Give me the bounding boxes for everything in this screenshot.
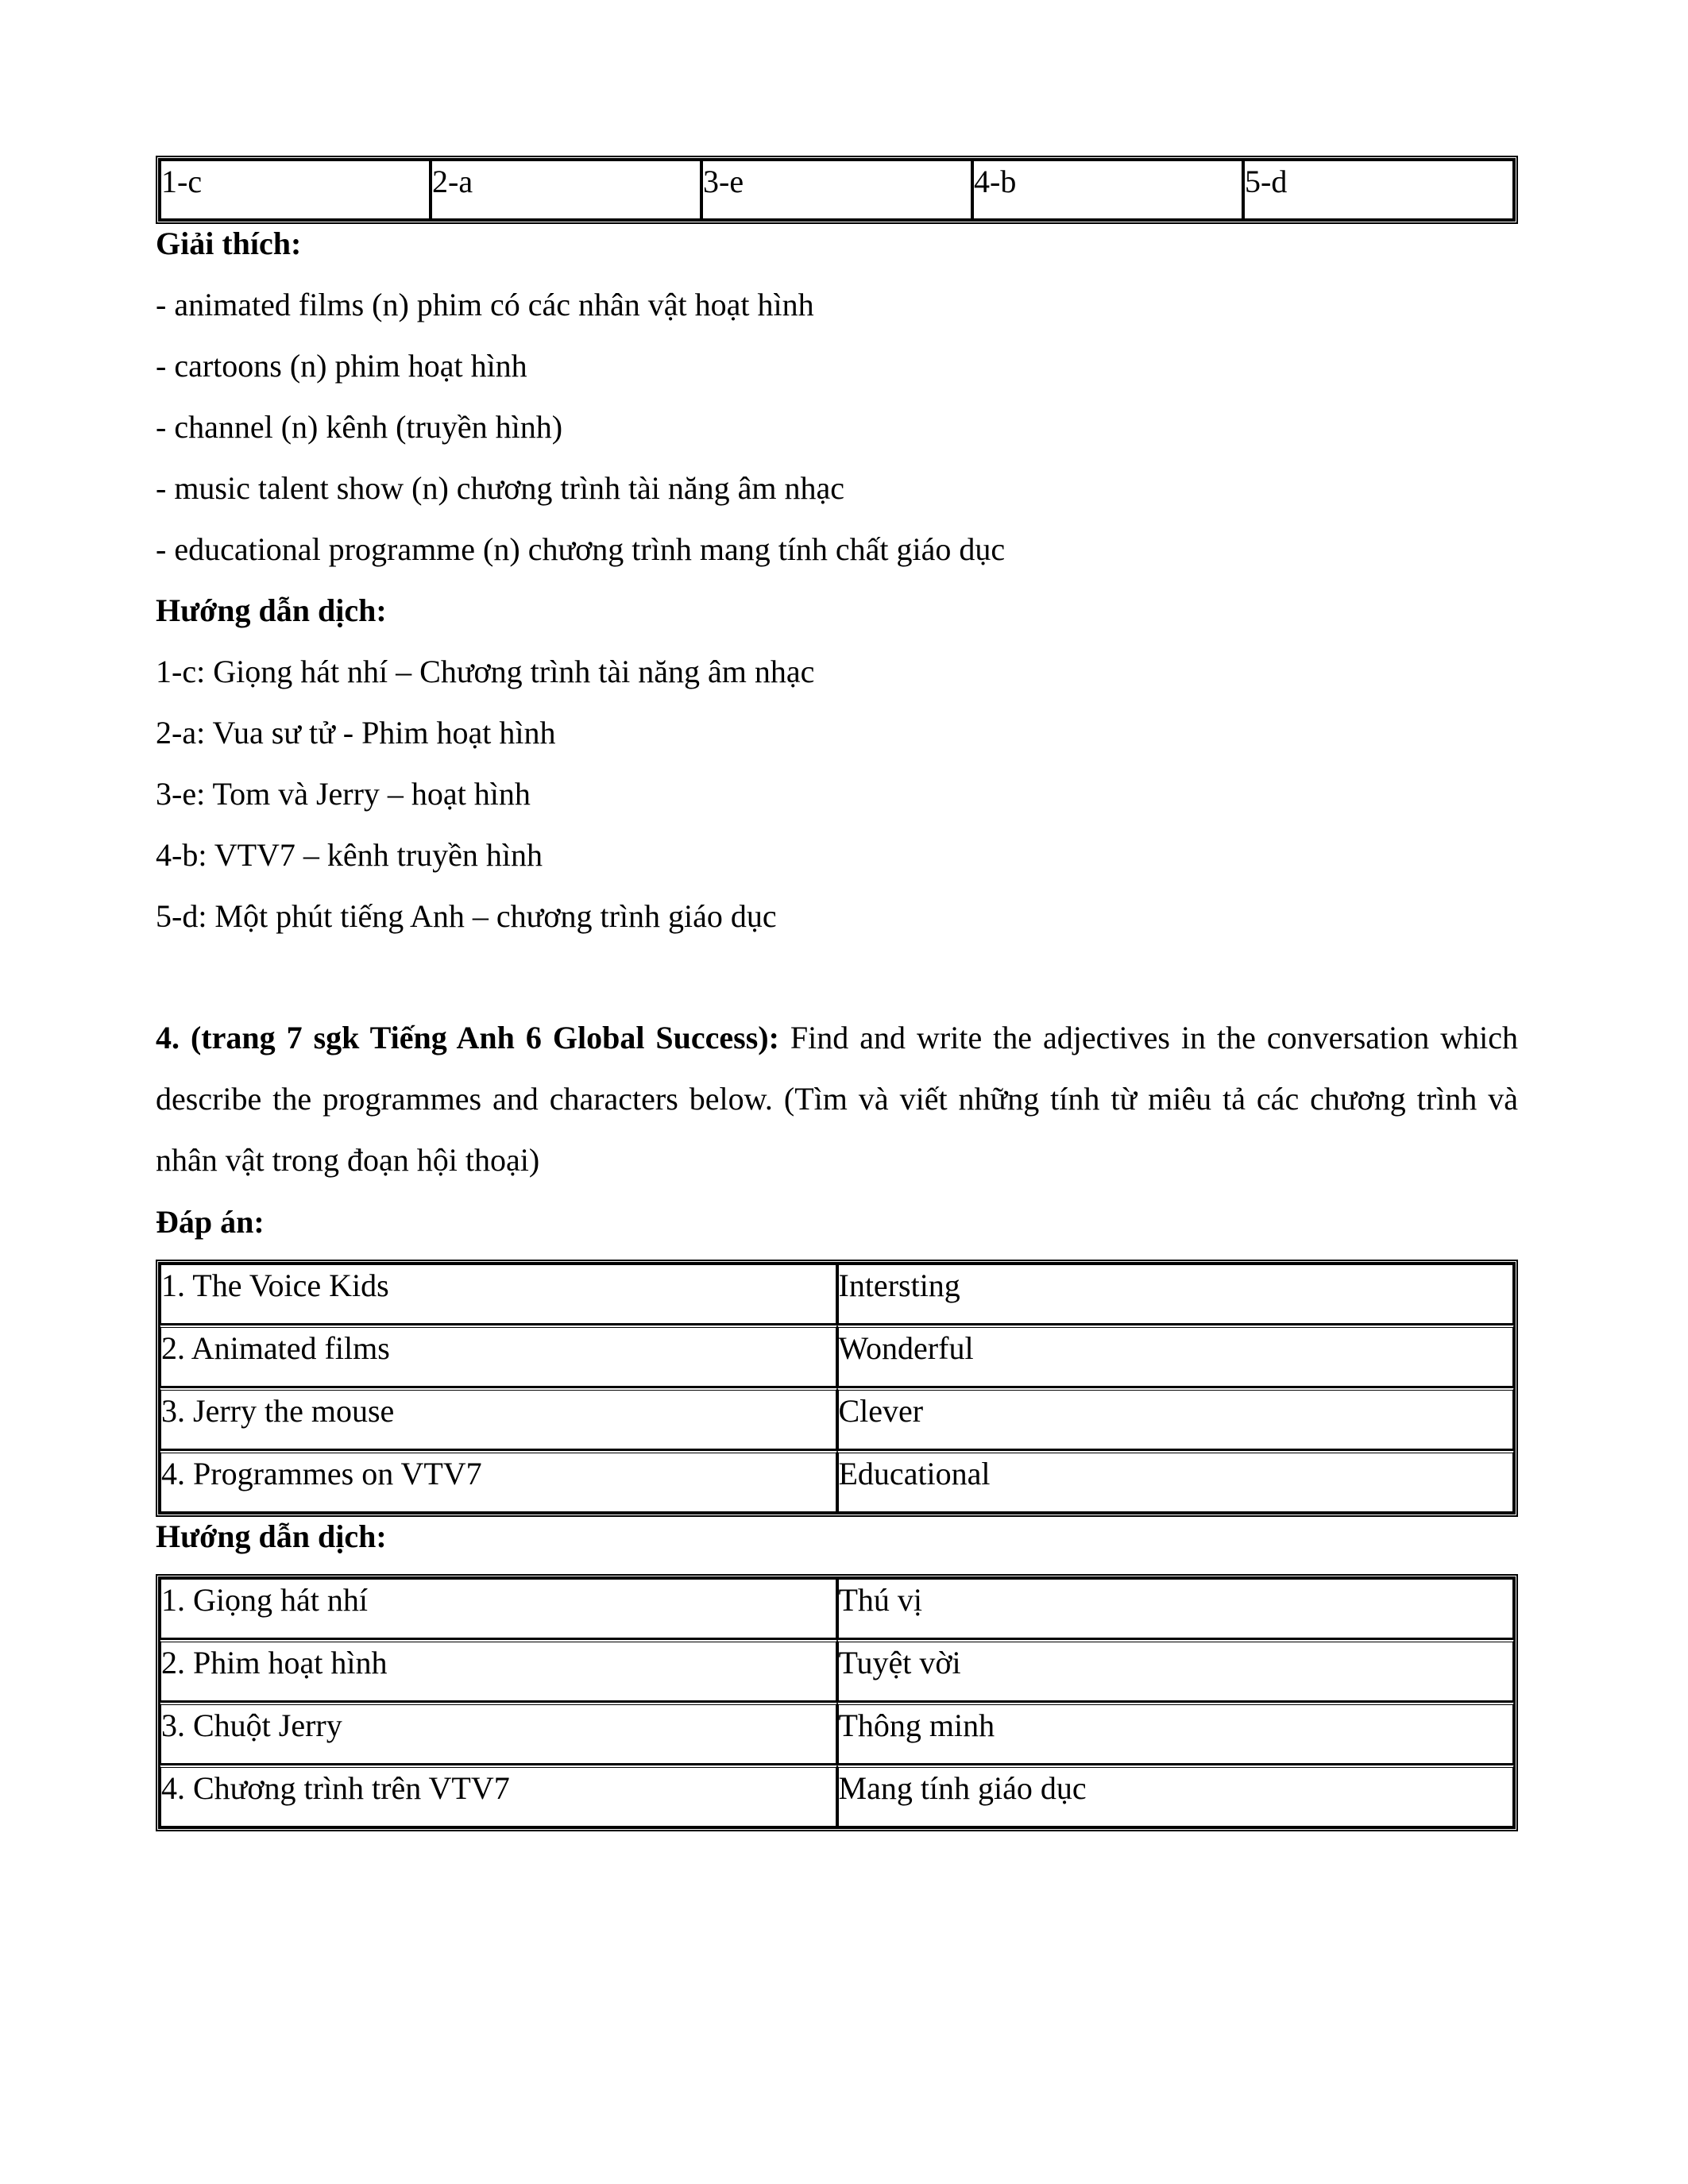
exercise-title: 4. (trang 7 sgk Tiếng Anh 6 Global Success): [156, 1020, 779, 1055]
exercise-4 [156, 1007, 1518, 1190]
table-row [160, 1765, 1514, 1827]
table-row [160, 1387, 1514, 1450]
table-cell: 3. Chuột Jerry [160, 1702, 837, 1765]
table-row [160, 1264, 1514, 1325]
list-item: - animated films (n) phim có các nhân vật hoạt hình [156, 287, 814, 322]
table-cell: Clever [837, 1387, 1515, 1450]
list-item: - channel (n) kênh (truyền hình) [156, 409, 563, 445]
list-item: - cartoons (n) phim hoạt hình [156, 348, 527, 384]
table-row [160, 1325, 1514, 1387]
table-cell: Tuyệt vời [837, 1639, 1515, 1702]
list-item: 1-c: Giọng hát nhí – Chương trình tài năng âm nhạc [156, 654, 815, 689]
table-cell: Thông minh [837, 1702, 1515, 1765]
list-item: 4-b: VTV7 – kênh truyền hình [156, 837, 543, 873]
table-cell: Educational [837, 1450, 1515, 1513]
table-cell: Mang tính giáo dục [837, 1765, 1515, 1827]
table-cell: 3-e [701, 160, 972, 220]
table-cell: 2. Animated films [160, 1325, 837, 1387]
exercise-text: Find and write the adjectives in the conversation which describe the programmes and characters below. (Tìm và viết những tính từ miêu tả các chương trình và nhân vật trong đoạn hội thoại) [156, 1020, 1518, 1178]
table-cell: 4. Programmes on VTV7 [160, 1450, 837, 1513]
list-item: 5-d: Một phút tiếng Anh – chương trình giáo dục [156, 898, 777, 934]
table-cell: 2. Phim hoạt hình [160, 1639, 837, 1702]
list-item: 3-e: Tom và Jerry – hoạt hình [156, 776, 531, 812]
translation-2-heading: Hướng dẫn dịch: [156, 1518, 387, 1554]
answer-heading: Đáp án: [156, 1204, 265, 1240]
table-cell: Wonderful [837, 1325, 1515, 1387]
table-cell: 1. The Voice Kids [160, 1264, 837, 1325]
table-cell: 3. Jerry the mouse [160, 1387, 837, 1450]
list-item: - music talent show (n) chương trình tài năng âm nhạc [156, 470, 845, 506]
table-cell: 1-c [160, 160, 431, 220]
explanation-heading: Giải thích: [156, 226, 302, 261]
list-item: - educational programme (n) chương trình mang tính chất giáo dục [156, 531, 1006, 567]
table-cell: 5-d [1243, 160, 1514, 220]
table-row [160, 1450, 1514, 1513]
table-cell: 1. Giọng hát nhí [160, 1578, 837, 1639]
table-cell: 2-a [431, 160, 701, 220]
table-row [160, 1578, 1514, 1639]
table-cell: Intersting [837, 1264, 1515, 1325]
translation-heading: Hướng dẫn dịch: [156, 592, 387, 628]
table-cell: 4. Chương trình trên VTV7 [160, 1765, 837, 1827]
answer-table-2 [156, 1260, 1518, 1517]
table-row [160, 1702, 1514, 1765]
table-row [160, 1639, 1514, 1702]
translation-table [156, 1574, 1518, 1831]
explanation-section [156, 213, 1518, 947]
table-cell: 4-b [972, 160, 1243, 220]
list-item: 2-a: Vua sư tử - Phim hoạt hình [156, 715, 556, 751]
table-cell: Thú vị [837, 1578, 1515, 1639]
